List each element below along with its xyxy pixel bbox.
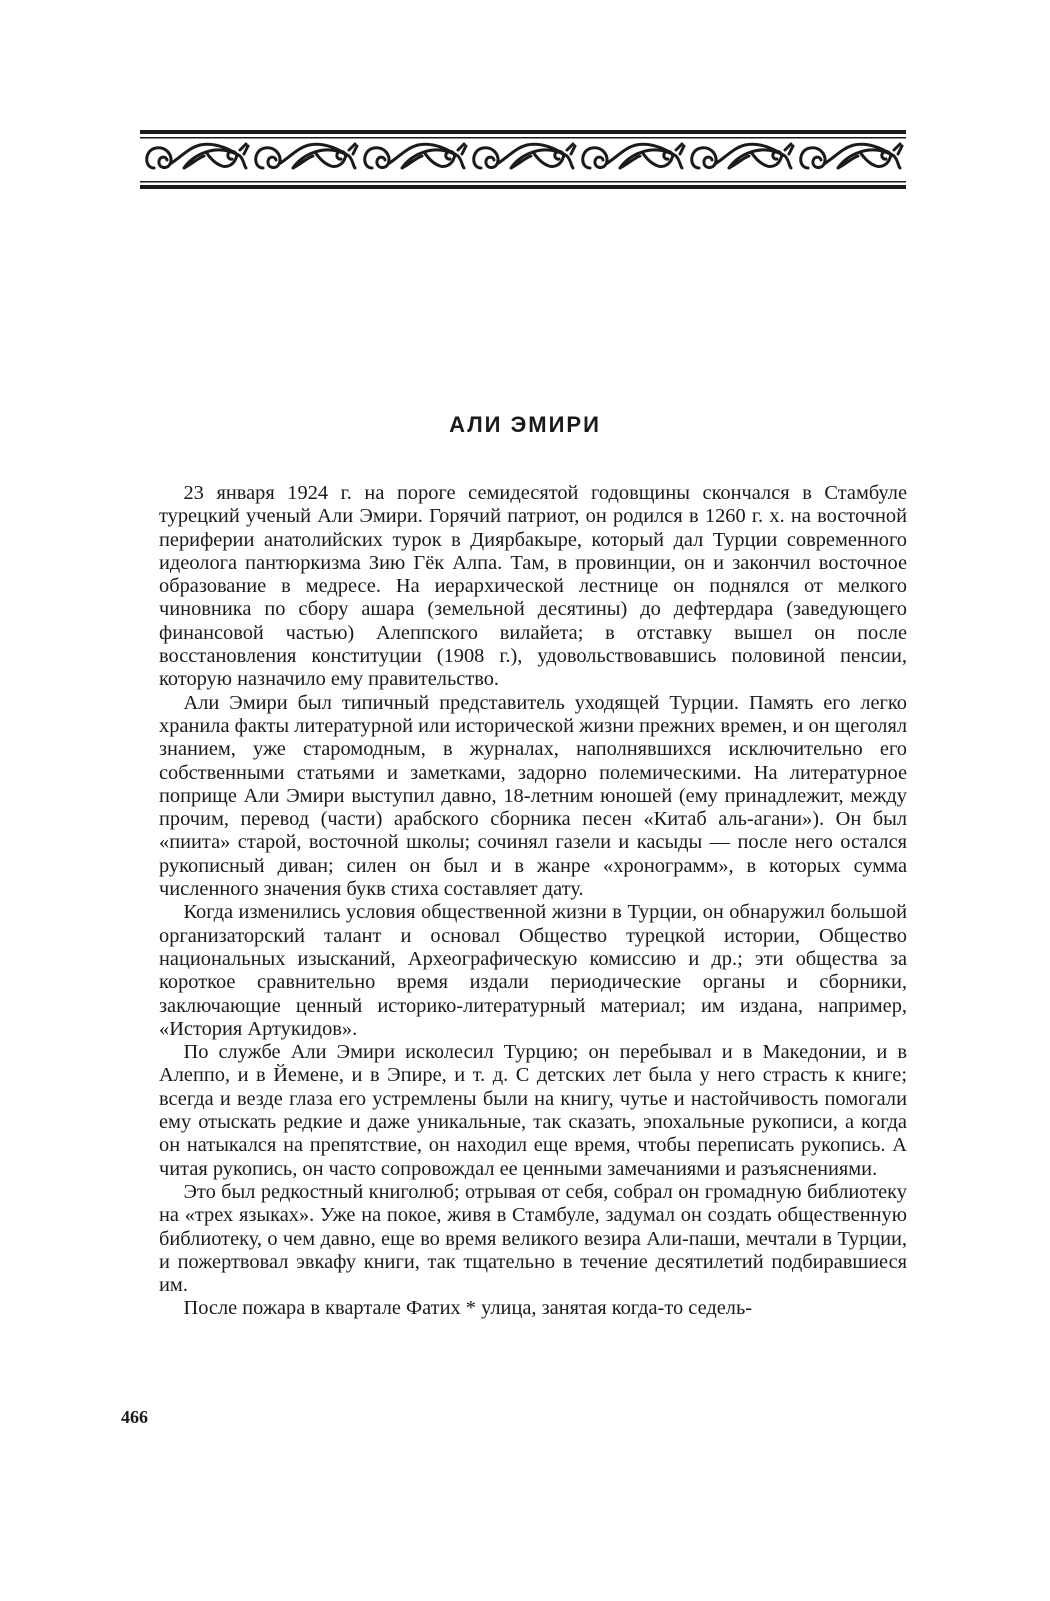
- article-title: АЛИ ЭМИРИ: [449, 412, 601, 437]
- article-body: [159, 482, 907, 1321]
- page-number: 466: [121, 1407, 148, 1427]
- paragraph: 23 января 1924 г. на пороге семидесятой годовщины скончался в Стамбуле турецкий ученый Али Эмири. Горячий патриот, он родился в 1260 г. х. на восточной периферии анатолийских турок в Диярбакыре, который дал Турции современного идеолога пантюркизма Зию Гёк Алпа. Там, в провинции, он и закончил восточное образование в медресе. На иерархической лестнице он поднялся от мелкого чиновника по сбору ашара (земельной десятины) до дефтердара (заведующего финансовой частью) Алеппского вилайета; в отставку вышел он после восстановления конституции (1908 г.), удовольствовавшись половиной пенсии, которую назначило ему правительство.: [159, 482, 907, 691]
- paragraph: Когда изменились условия общественной жизни в Турции, он обнаружил большой организаторский талант и основал Общество турецкой истории, Общество национальных изысканий, Археографическую комиссию и др.; эти общества за короткое сравнительно время издали периодические органы и сборники, заключающие ценный историко-литературный материал; им издана, например, «История Артукидов».: [159, 901, 907, 1040]
- paragraph: Это был редкостный книголюб; отрывая от себя, собрал он громадную библиотеку на «трех языках». Уже на покое, живя в Стамбуле, задумал он создать общественную библиотеку, о чем давно, еще во время великого везира Али-паши, мечтали в Турции, и пожертвовал эвкафу книги, так тщательно в течение десятилетий подбиравшиеся им.: [159, 1180, 907, 1297]
- paragraph: После пожара в квартале Фатих * улица, занятая когда-то седель-: [183, 1297, 753, 1320]
- wave-ornament-header: [140, 128, 906, 192]
- paragraph: По службе Али Эмири исколесил Турцию; он перебывал и в Македонии, и в Алеппо, и в Йемене, и в Эпире, и т. д. С детских лет была у него страсть к книге; всегда и везде глаза его устремлены были на книгу, чутье и настойчивость помогали ему отыскать редкие и даже уникальные, так сказать, эпохальные рукописи, а когда он натыкался на препятствие, он находил еще время, чтобы переписать рукопись. А читая рукопись, он часто сопровождал ее ценными замечаниями и разъяснениями.: [159, 1041, 907, 1180]
- paragraph: Али Эмири был типичный представитель уходящей Турции. Память его легко хранила факты литературной или исторической жизни прежних времен, и он щеголял знанием, уже старомодным, в журналах, наполнявшихся исключительно его собственными статьями и заметками, задорно полемическими. На литературное поприще Али Эмири выступил давно, 18-летним юношей (ему принадлежит, между прочим, перевод (части) арабского сборника песен «Китаб аль-агани»). Он был «пиита» старой, восточной школы; сочинял газели и касыды — после него остался рукописный диван; силен он был и в жанре «хронограмм», в которых сумма численного значения букв стиха составляет дату.: [159, 691, 907, 901]
